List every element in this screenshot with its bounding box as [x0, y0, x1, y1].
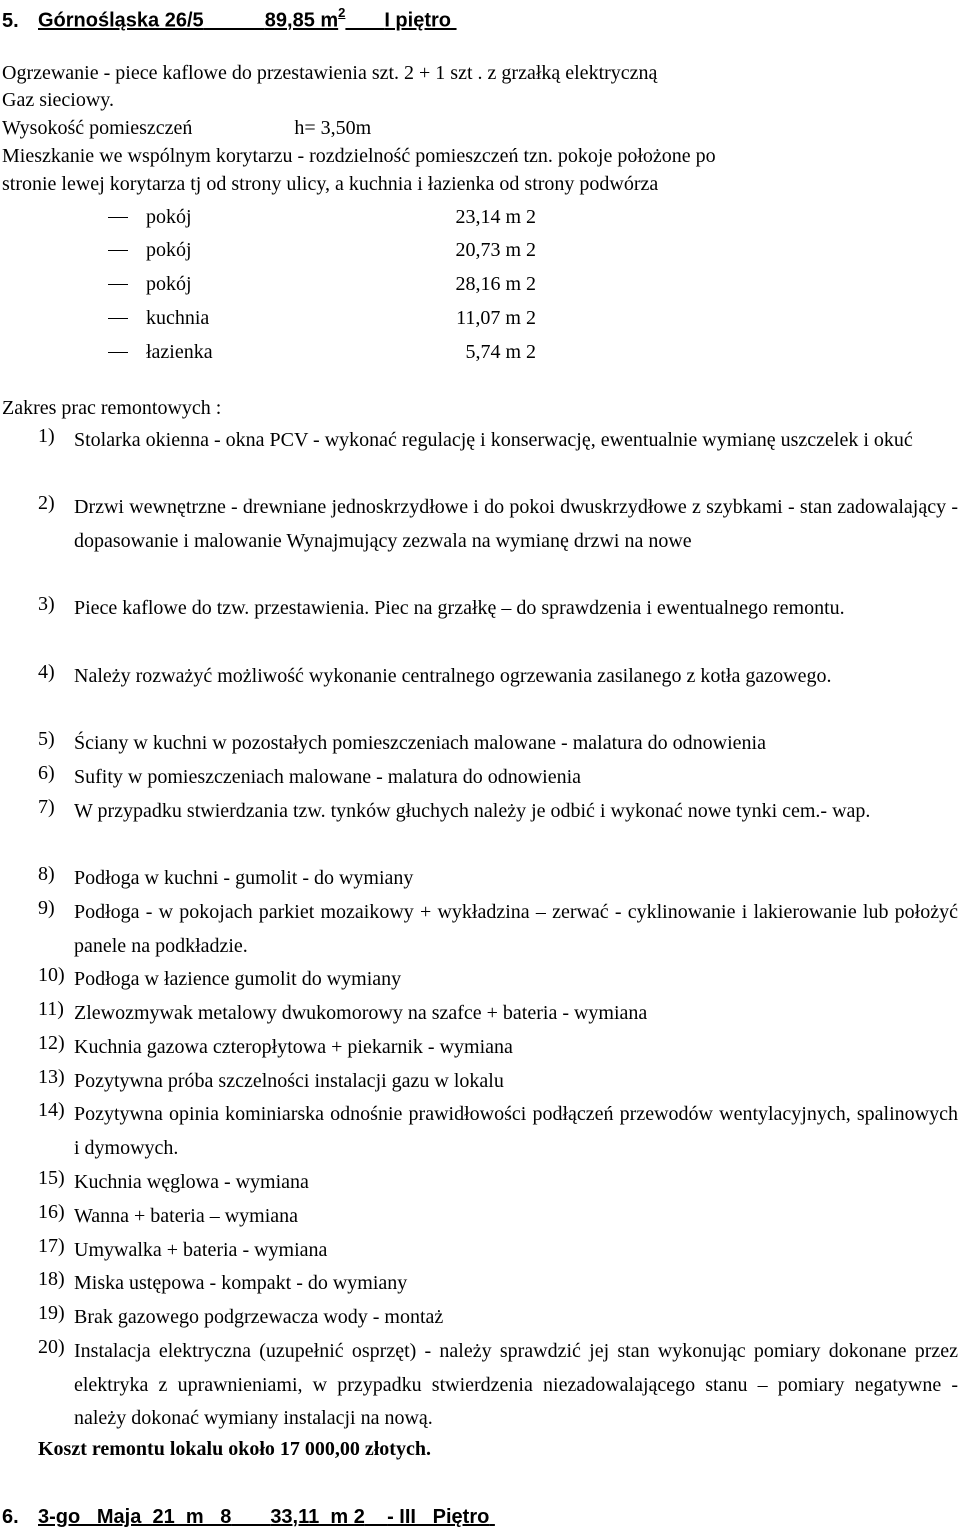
room-area: 20,73 m 2: [455, 239, 536, 261]
section-heading-5: [2, 7, 457, 33]
item-number: 14): [38, 1099, 65, 1121]
item-text: Pozytywna opinia kominiarska odnośnie prawidłowości podłączeń przewodów wentylacyjnych, spalinowych i dymowych.: [74, 1103, 958, 1159]
item-number: 15): [38, 1167, 65, 1189]
section-area-sup: 2: [338, 5, 346, 20]
item-number: 8): [38, 863, 55, 885]
section-floor: I piętro: [384, 9, 451, 32]
dash-bullet: [108, 318, 128, 319]
item-number: 10): [38, 964, 65, 986]
item-number: 13): [38, 1066, 65, 1088]
intro-height: [2, 116, 371, 140]
item-number: 11): [38, 998, 64, 1020]
item-text: Podłoga - w pokojach parkiet mozaikowy + wykładzina – zerwać - cyklinowanie i lakierowanie lub położyć panele na podkładzie.: [74, 901, 958, 957]
dash-bullet: [108, 352, 128, 353]
item-text: Drzwi wewnętrzne - drewniane jednoskrzydłowe i do pokoi dwuskrzydłowe z szybkami - stan zadowalający - dopasowanie i malowanie Wynajmujący zezwala na wymianę drzwi na nowe: [74, 496, 958, 552]
section-area: 33,11 m 2: [270, 1506, 365, 1528]
room-item: [108, 205, 548, 229]
item-number: 9): [38, 897, 55, 919]
section-address: Górnośląska 26/5: [38, 9, 204, 32]
room-name: pokój: [146, 239, 192, 261]
intro-layout-1: Mieszkanie we wspólnym korytarzu - rozdzielność pomieszczeń tzn. pokoje położone po: [2, 145, 716, 167]
item-text: Zlewozmywak metalowy dwukomorowy na szafce + bateria - wymiana: [74, 1002, 648, 1024]
room-name: kuchnia: [146, 307, 210, 329]
item-text: Miska ustępowa - kompakt - do wymiany: [74, 1272, 408, 1294]
intro-height-label: Wysokość pomieszczeń: [2, 117, 193, 139]
dash-bullet: [108, 284, 128, 285]
section-area: 89,85 m: [264, 9, 339, 32]
room-name: pokój: [146, 206, 192, 228]
item-number: 6): [38, 762, 55, 784]
room-name: łazienka: [146, 341, 213, 363]
item-number: 16): [38, 1201, 65, 1223]
item-text: W przypadku stwierdzania tzw. tynków głuchych należy je odbić i wykonać nowe tynki cem.- wap.: [74, 800, 871, 822]
item-text: Stolarka okienna - okna PCV - wykonać regulację i konserwację, ewentualnie wymianę uszczelek i okuć: [74, 429, 913, 451]
section-heading-6: [2, 1505, 495, 1529]
room-name: pokój: [146, 273, 192, 295]
room-area: 28,16 m 2: [455, 273, 536, 295]
item-number: 5): [38, 728, 55, 750]
item-number: 20): [38, 1336, 65, 1358]
item-number: 2): [38, 492, 55, 514]
item-text: Kuchnia gazowa czteropłytowa + piekarnik - wymiana: [74, 1036, 513, 1058]
room-area: 23,14 m 2: [455, 206, 536, 228]
section-number: 5.: [2, 9, 19, 32]
item-text: Brak gazowego podgrzewacza wody - montaż: [74, 1306, 444, 1328]
item-number: 1): [38, 425, 55, 447]
room-item: [108, 238, 548, 262]
room-area: 11,07 m 2: [456, 307, 536, 329]
scope-title: Zakres prac remontowych :: [2, 397, 222, 419]
item-text: Wanna + bateria – wymiana: [74, 1205, 299, 1227]
item-number: 19): [38, 1302, 65, 1324]
item-number: 3): [38, 593, 55, 615]
section-number: 6.: [2, 1506, 19, 1528]
item-number: 18): [38, 1268, 65, 1290]
item-text: Piece kaflowe do tzw. przestawienia. Piec na grzałkę – do sprawdzenia i ewentualnego remontu.: [74, 597, 845, 619]
repair-cost: Koszt remontu lokalu około 17 000,00 złotych.: [38, 1438, 431, 1460]
section-floor: - III Piętro: [387, 1506, 490, 1528]
item-text: Instalacja elektryczna (uzupełnić osprzęt) - należy sprawdzić jej stan wykonując pomiary dokonane przez elektryka z uprawnieniami, w przypadku stwierdzenia niezadowalającego stanu – pomiary negatywne - należy dokonać wymiany instalacji na nową.: [74, 1340, 958, 1430]
item-number: 17): [38, 1235, 65, 1257]
section-address: 3-go Maja 21 m 8: [38, 1506, 232, 1528]
dash-bullet: [108, 217, 128, 218]
room-area: 5,74 m 2: [465, 341, 536, 363]
item-text: Podłoga w kuchni - gumolit - do wymiany: [74, 867, 414, 889]
intro-layout-2: stronie lewej korytarza tj od strony ulicy, a kuchnia i łazienka od strony podwórza: [2, 173, 659, 195]
item-text: Pozytywna próba szczelności instalacji gazu w lokalu: [74, 1070, 504, 1092]
intro-gas: Gaz sieciowy.: [2, 89, 114, 111]
item-number: 12): [38, 1032, 65, 1054]
intro-height-value: h= 3,50m: [294, 117, 372, 139]
item-text: Sufity w pomieszczeniach malowane - malatura do odnowienia: [74, 766, 582, 788]
item-number: 4): [38, 661, 55, 683]
item-text: Umywalka + bateria - wymiana: [74, 1239, 328, 1261]
item-text: Ściany w kuchni w pozostałych pomieszczeniach malowane - malatura do odnowienia: [74, 732, 766, 754]
room-item: [108, 272, 548, 296]
dash-bullet: [108, 250, 128, 251]
item-text: Kuchnia węglowa - wymiana: [74, 1171, 309, 1193]
item-text: Podłoga w łazience gumolit do wymiany: [74, 968, 402, 990]
room-item: [108, 340, 548, 364]
intro-heating: Ogrzewanie - piece kaflowe do przestawienia szt. 2 + 1 szt . z grzałką elektryczną: [2, 62, 658, 84]
item-number: 7): [38, 796, 55, 818]
room-item: [108, 306, 548, 330]
item-text: Należy rozważyć możliwość wykonanie centralnego ogrzewania zasilanego z kotła gazowego.: [74, 665, 832, 687]
